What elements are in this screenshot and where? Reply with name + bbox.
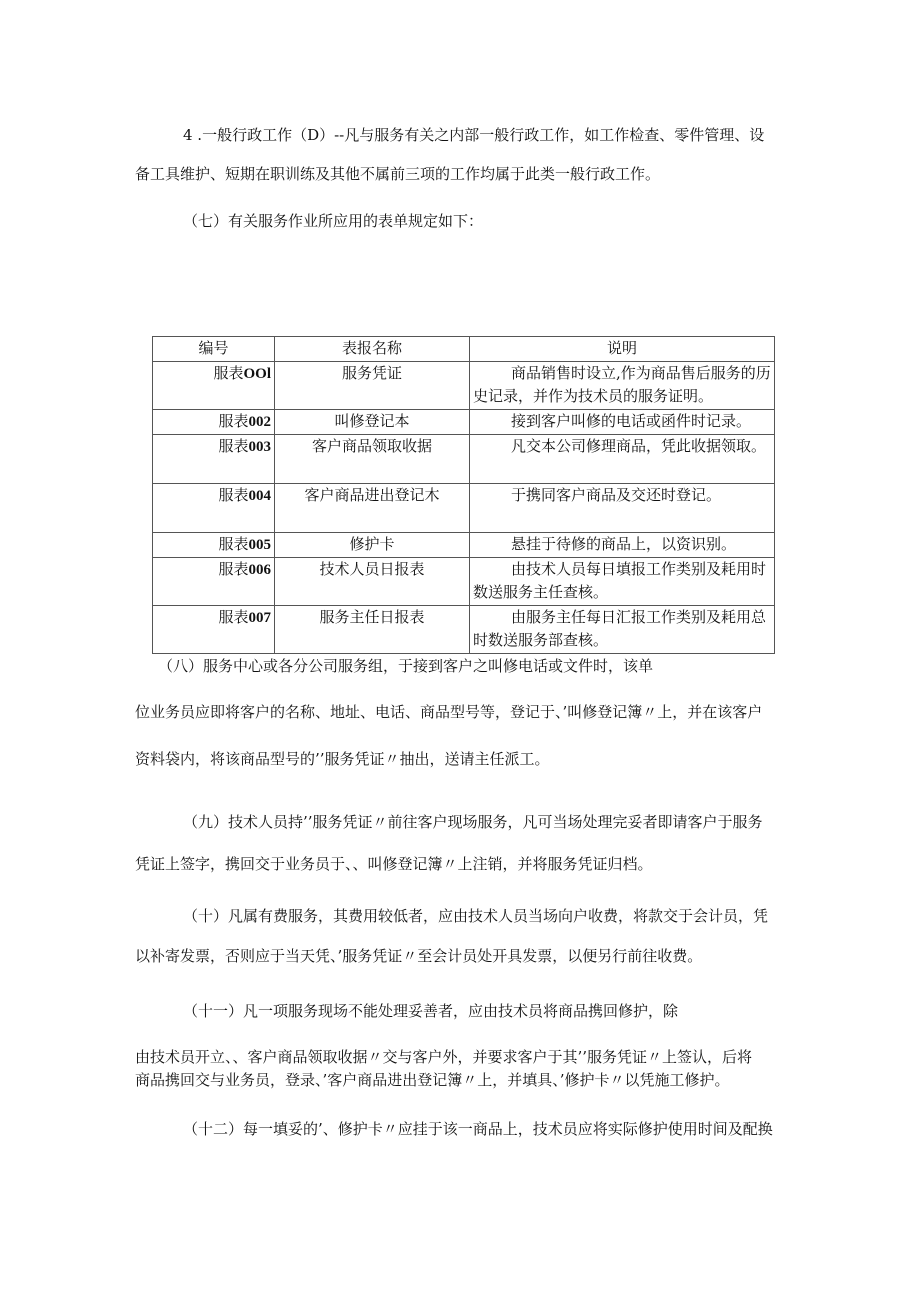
form-name: 客户商品进出登记木: [275, 484, 470, 533]
paragraph-admin-work-line-1: 4 .一般行政工作（D）--凡与服务有关之内部一般行政工作，如工作检查、零件管理、设: [183, 126, 765, 144]
header-name: 表报名称: [275, 337, 470, 362]
form-number: 服表OOl: [153, 362, 275, 410]
paragraph-8-line-3: 资料袋内，将该商品型号的’’服务凭证〃抽出，送请主任派工。: [135, 750, 550, 768]
paragraph-11-line-1: （十一）凡一项服务现场不能处理妥善者，应由技术员将商品携回修护，除: [183, 1002, 679, 1020]
form-name: 服务主任日报表: [275, 606, 470, 654]
paragraph-12-line-1: （十二）每一填妥的’、修护卡〃应挂于该一商品上，技术员应将实际修护使用时间及配换: [183, 1120, 773, 1138]
table-row: [153, 435, 775, 484]
paragraph-10-line-1: （十）凡属有费服务，其费用较低者，应由技术人员当场向户收费，将款交于会计员，凭: [183, 907, 769, 925]
form-description: 商品销售时设立,作为商品售后服务的历史记录，并作为技术员的服务证明。: [470, 362, 775, 410]
form-description: 凡交本公司修理商品，凭此收据领取。: [470, 435, 775, 484]
form-number: 服表005: [153, 533, 275, 558]
paragraph-11-line-2: 由技术员开立、、客户商品领取收据〃交与客户外，并要求客户于其’’服务凭证〃上签认，后将: [135, 1048, 753, 1066]
form-number: 服表002: [153, 410, 275, 435]
paragraph-10-line-2: 以补寄发票，否则应于当天凭、’服务凭证〃至会计员处开具发票，以便另行前往收费。: [135, 947, 703, 965]
form-number: 服表007: [153, 606, 275, 654]
form-description: 由服务主任每日汇报工作类别及耗用总时数送服务部查核。: [470, 606, 775, 654]
paragraph-8-line-2: 位业务员应即将客户的名称、地址、电话、商品型号等，登记于、’叫修登记簿〃上，并在该客户: [135, 703, 763, 721]
table-row: [153, 484, 775, 533]
paragraph-11-line-3: 商品携回交与业务员，登录、’客户商品进出登记簿〃上，并填具、’修护卡〃以凭施工修护。: [135, 1071, 730, 1089]
table-row: [153, 362, 775, 410]
table-row: [153, 558, 775, 606]
form-name: 修护卡: [275, 533, 470, 558]
form-name: 服务凭证: [275, 362, 470, 410]
form-number: 服表003: [153, 435, 275, 484]
form-number: 服表004: [153, 484, 275, 533]
form-number: 服表006: [153, 558, 275, 606]
paragraph-9-line-2: 凭证上签字，携回交于业务员于、、叫修登记簿〃上注销，并将服务凭证归档。: [135, 855, 653, 873]
table-row: [153, 410, 775, 435]
paragraph-9-line-1: （九）技术人员持’’服务凭证〃前往客户现场服务，凡可当场处理完妥者即请客户于服务: [183, 813, 763, 831]
forms-table: [152, 336, 775, 654]
paragraph-admin-work-line-2: 备工具维护、短期在职训练及其他不属前三项的工作均属于此类一般行政工作。: [135, 165, 661, 183]
paragraph-7-heading: （七）有关服务作业所应用的表单规定如下：: [183, 212, 484, 230]
header-description: 说明: [470, 337, 775, 362]
header-number: 编号: [153, 337, 275, 362]
paragraph-8-line-1: （八）服务中心或各分公司服务组，于接到客户之叫修电话或文件时，该单: [158, 657, 654, 675]
form-description: 悬挂于待修的商品上，以资识别。: [470, 533, 775, 558]
table-header-row: [153, 337, 775, 362]
table-row: [153, 606, 775, 654]
table-row: [153, 533, 775, 558]
form-name: 叫修登记本: [275, 410, 470, 435]
form-description: 于携同客户商品及交还时登记。: [470, 484, 775, 533]
form-description: 接到客户叫修的电话或函件时记录。: [470, 410, 775, 435]
form-name: 技术人员日报表: [275, 558, 470, 606]
form-name: 客户商品领取收据: [275, 435, 470, 484]
form-description: 由技术人员每日填报工作类别及耗用时数送服务主任查核。: [470, 558, 775, 606]
